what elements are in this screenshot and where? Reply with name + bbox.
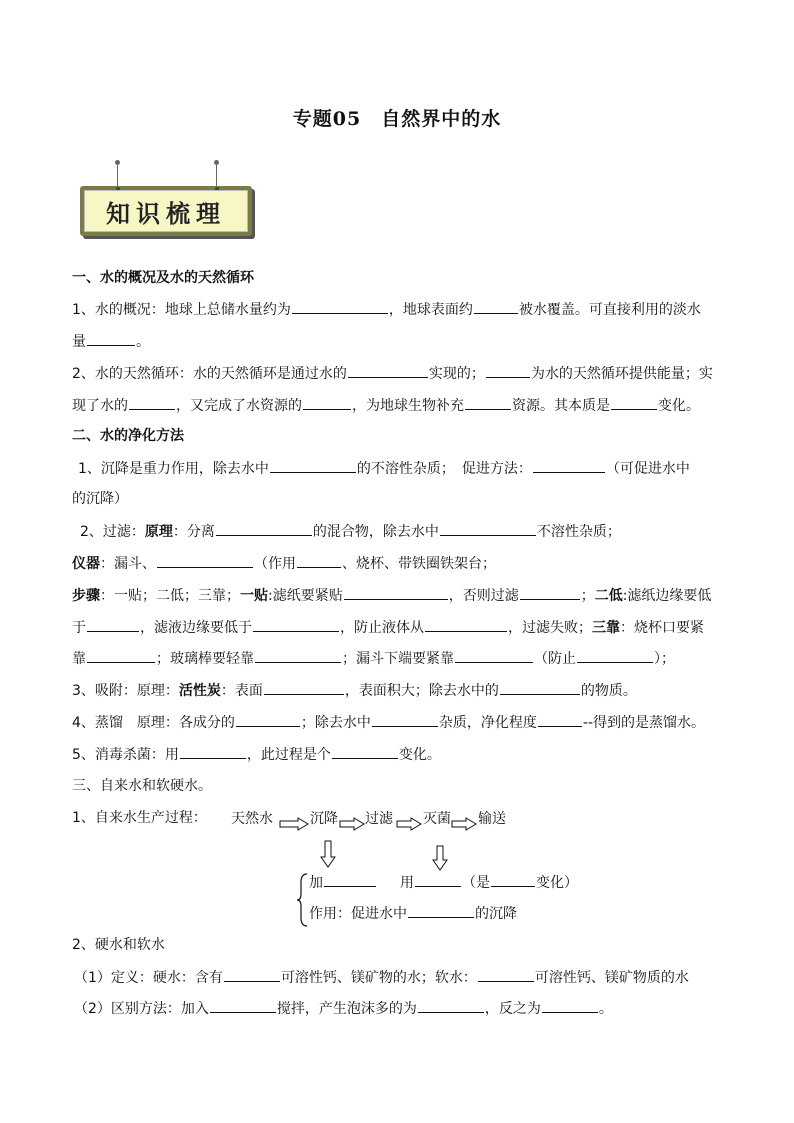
paragraph: 4、蒸馏 原理：各成分的 ；除去水中 杂质，净化程度 --得到的是蒸馏水。	[72, 712, 732, 733]
flow-step: 输送	[478, 811, 506, 827]
paragraph: （2）区别方法：加入 搅拌，产生泡沫多的为 ，反之为 。	[74, 998, 734, 1019]
paragraph: 1、自来水生产过程：	[72, 810, 207, 826]
paragraph: 3、吸附：原理：活性炭：表面 ，表面积大；除去水中的 的物质。	[72, 680, 732, 701]
paragraph: 仪器：漏斗、 （作用 、烧杯、带铁圈铁架台；	[72, 553, 732, 574]
badge-pin-icon	[214, 160, 219, 165]
flow-detail: 用 （是 变化）	[400, 872, 578, 892]
section-heading: 一、水的概况及水的天然循环	[72, 270, 254, 286]
right-arrow-icon	[396, 817, 422, 831]
knowledge-badge	[72, 160, 272, 250]
right-arrow-icon	[339, 817, 365, 831]
paragraph: 2、过滤：原理：分离 的混合物，除去水中 不溶性杂质；	[80, 521, 740, 542]
down-arrow-icon	[320, 840, 336, 868]
flow-detail: 加	[309, 872, 377, 892]
paragraph: 的沉降）	[72, 491, 128, 507]
flow-step: 灭菌	[423, 811, 451, 827]
page-title: 专题05 自然界中的水	[292, 108, 502, 130]
paragraph: 量 。	[72, 331, 732, 352]
paragraph: 2、水的天然循环：水的天然循环是通过水的 实现的； 为水的天然循环提供能量；实	[72, 363, 732, 384]
badge-pin-icon	[115, 160, 120, 165]
section-heading: 二、水的净化方法	[72, 428, 184, 444]
paragraph: 于 ，滤液边缘要低于 ，防止液体从 ，过滤失败；三靠：烧杯口要紧	[72, 617, 732, 638]
right-arrow-icon	[279, 817, 309, 831]
badge-string-left	[117, 162, 118, 188]
flow-step: 沉降	[310, 811, 338, 827]
badge-string-right	[216, 162, 217, 188]
paragraph: 1、水的概况：地球上总储水量约为 ，地球表面约 被水覆盖。可直接利用的淡水	[72, 299, 732, 320]
flow-detail: 作用：促进水中 的沉降	[309, 903, 517, 923]
paragraph: 步骤：一贴；二低；三靠；一贴:滤纸要紧贴 ，否则过滤 ；二低:滤纸边缘要低	[72, 585, 732, 606]
flow-step: 过滤	[365, 811, 393, 827]
paragraph: 现了水的 ，又完成了水资源的 ，为地球生物补充 资源。其本质是 变化。	[72, 395, 732, 416]
paragraph: （1）定义：硬水：含有 可溶性钙、镁矿物的水；软水： 可溶性钙、镁矿物质的水	[74, 967, 734, 988]
paragraph: 5、消毒杀菌：用 ，此过程是个 变化。	[72, 744, 732, 765]
right-arrow-icon	[451, 817, 477, 831]
badge-board	[80, 186, 252, 236]
down-arrow-icon	[432, 845, 448, 871]
badge-label: 知识梳理	[84, 190, 248, 232]
brace-icon	[296, 872, 308, 928]
flow-step: 天然水	[231, 811, 273, 827]
paragraph: 1、沉降是重力作用，除去水中 的不溶性杂质； 促进方法： （可促进水中	[78, 458, 738, 479]
paragraph: 靠 ；玻璃棒要轻靠 ；漏斗下端要紧靠 （防止 ）；	[72, 648, 732, 669]
paragraph: 2、硬水和软水	[72, 937, 165, 953]
section-heading: 三、自来水和软硬水。	[72, 778, 212, 794]
